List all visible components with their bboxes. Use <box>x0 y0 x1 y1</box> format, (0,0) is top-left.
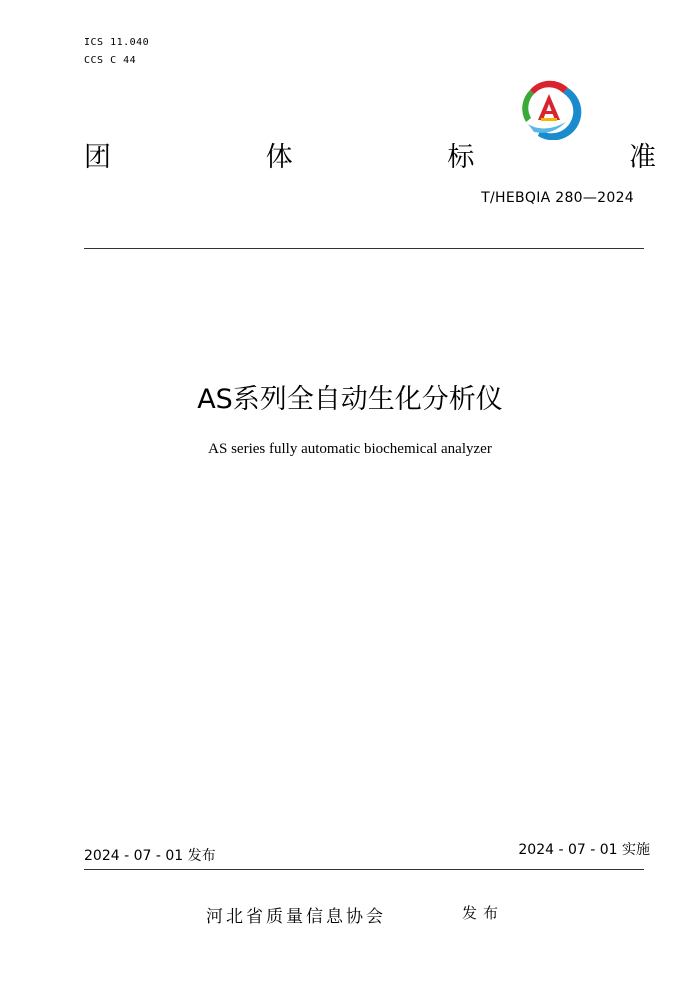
implementation-date: 2024 - 07 - 01 实施 <box>518 842 650 858</box>
standard-type-char: 团 <box>84 141 111 173</box>
standard-number: T/HEBQIA 280—2024 <box>481 190 634 206</box>
standard-type-heading <box>84 134 656 174</box>
issue-label: 发布 <box>462 904 505 922</box>
title-english: AS series fully automatic biochemical analyzer <box>208 441 492 457</box>
standard-type-char: 准 <box>628 141 656 173</box>
issuing-organization: 河北省质量信息协会 <box>206 907 386 927</box>
ccs-code: CCS C 44 <box>84 55 137 66</box>
ics-code: ICS 11.040 <box>84 37 150 48</box>
bottom-divider <box>84 869 644 870</box>
top-divider <box>84 248 644 249</box>
title-chinese: AS系列全自动生化分析仪 <box>197 384 503 415</box>
standard-type-char: 体 <box>265 141 293 173</box>
publish-date: 2024 - 07 - 01 发布 <box>84 848 216 864</box>
standard-type-char: 标 <box>447 141 475 173</box>
association-emblem-icon <box>516 78 582 140</box>
